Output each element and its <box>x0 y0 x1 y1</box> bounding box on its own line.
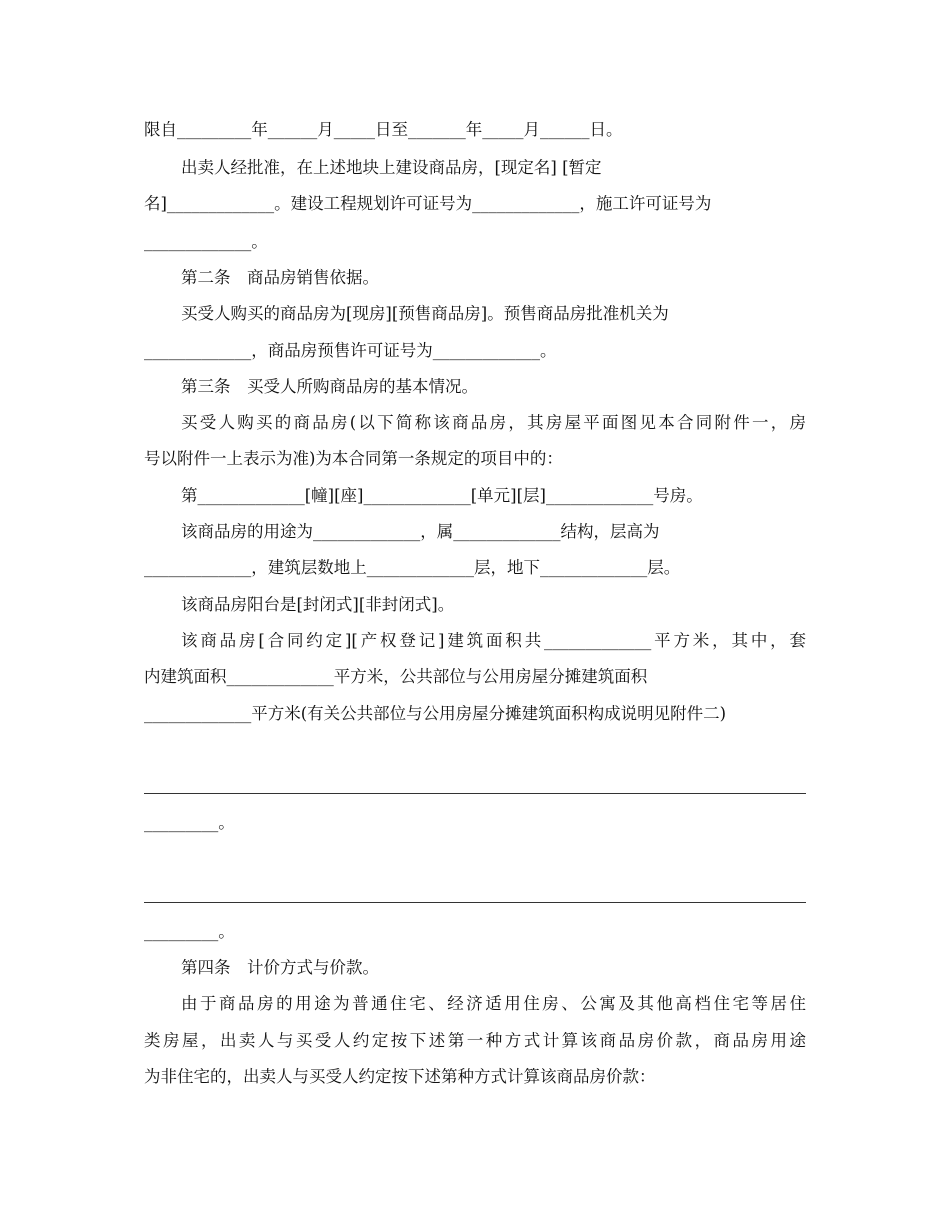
usage-structure-line: 该商品房的用途为_____________，属_____________结构，层高为 <box>181 522 660 541</box>
article-4-heading: 第四条 计价方式与价款。 <box>181 958 379 977</box>
article-3-heading: 第三条 买受人所购商品房的基本情况。 <box>181 377 478 396</box>
blank-rule-1 <box>144 793 806 794</box>
blank-rule-2 <box>144 902 806 903</box>
permit-numbers-end-line: _____________。 <box>144 232 268 251</box>
area-inner-line: 内建筑面积_____________平方米，公共部位与公用房屋分摊建筑面积 <box>144 667 648 686</box>
pricing-paragraph-line: 由于商品房的用途为普通住宅、经济适用住房、公寓及其他高档住宅等居住 <box>181 994 806 1013</box>
balcony-line: 该商品房阳台是[封闭式][非封闭式]。 <box>181 595 455 614</box>
property-description-end-line: 号以附件一上表示为准)为本合同第一条规定的项目中的： <box>144 449 563 468</box>
unit-number-line: 第_____________[幢][座]_____________[单元][层]_____________号房。 <box>181 486 703 505</box>
pricing-paragraph-line-2: 类房屋，出卖人与买受人约定按下述第一种方式计算该商品房价款，商品房用途 <box>144 1031 806 1050</box>
permit-numbers-line: 名]_____________。建设工程规划许可证号为_____________，施工许可证号为 <box>144 194 712 213</box>
blank-end-line-1: _________。 <box>144 813 235 832</box>
term-period-line: 限自_________年______月_____日至_______年_____月______日。 <box>144 120 623 139</box>
property-description-line: 买受人购买的商品房(以下简称该商品房，其房屋平面图见本合同附件一，房 <box>181 413 806 432</box>
presale-license-line: _____________，商品房预售许可证号为_____________。 <box>144 341 557 360</box>
sale-basis-line: 买受人购买的商品房为[现房][预售商品房]。预售商品房批准机关为 <box>181 304 669 323</box>
blank-end-line-2: _________。 <box>144 922 235 941</box>
pricing-paragraph-line-3: 为非住宅的，出卖人与买受人约定按下述第种方式计算该商品房价款： <box>144 1067 656 1086</box>
floors-line: _____________，建筑层数地上_____________层，地下_____________层。 <box>144 558 681 577</box>
area-shared-line: _____________平方米(有关公共部位与公用房屋分摊建筑面积构成说明见附件二) <box>144 704 727 723</box>
area-total-line: 该商品房[合同约定][产权登记]建筑面积共_____________平方米，其中，套 <box>181 631 806 650</box>
article-2-heading: 第二条 商品房销售依据。 <box>181 268 379 287</box>
approval-paragraph-line: 出卖人经批准，在上述地块上建设商品房，[现定名] [暂定 <box>181 158 602 177</box>
